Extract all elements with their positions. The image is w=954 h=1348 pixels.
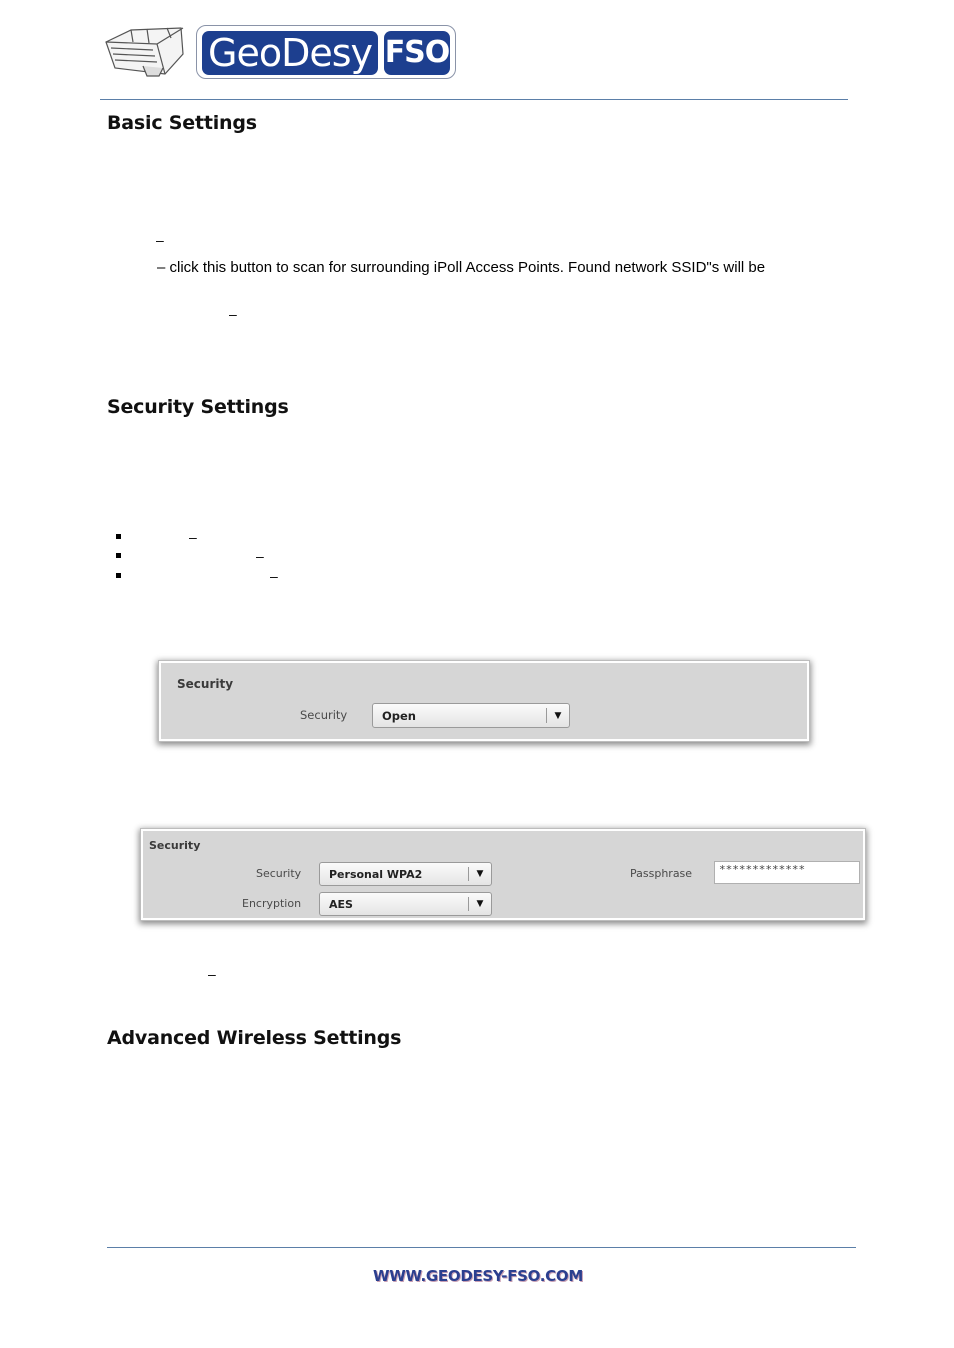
- chevron-down-icon[interactable]: ▼: [476, 899, 484, 909]
- passphrase-input[interactable]: *************: [714, 861, 860, 884]
- scan-description: – click this button to scan for surrounding iPoll Access Points. Found network SSID"s will be: [157, 259, 766, 276]
- security-label: Security: [300, 708, 348, 722]
- bullet-3: [116, 573, 121, 578]
- security-dash-1: –: [189, 529, 197, 545]
- after-panel-dash: –: [208, 966, 216, 982]
- chevron-down-icon[interactable]: ▼: [476, 869, 484, 879]
- encryption-select-value: AES: [329, 897, 353, 911]
- security-select-value: Personal WPA2: [329, 867, 423, 881]
- footer-rule: [107, 1247, 856, 1248]
- chevron-down-icon[interactable]: ▼: [554, 710, 562, 721]
- security-select-value: Open: [382, 708, 416, 723]
- basic-dash-2: –: [229, 306, 237, 322]
- security-panel-wpa2: [141, 829, 865, 920]
- security-dash-3: –: [270, 568, 278, 584]
- header-rule: [100, 99, 848, 100]
- website-link[interactable]: WWW.GEODESY-FSO.COM: [373, 1267, 583, 1285]
- basic-dash-1: –: [156, 232, 164, 248]
- encryption-label: Encryption: [242, 897, 302, 910]
- panel-title: Security: [149, 839, 201, 852]
- advanced-wireless-heading: Advanced Wireless Settings: [107, 1027, 402, 1049]
- bullet-2: [116, 553, 121, 558]
- encryption-select[interactable]: [319, 892, 492, 916]
- security-panel-open: [159, 661, 809, 741]
- fso-device-icon: [103, 24, 185, 80]
- basic-settings-heading: Basic Settings: [107, 112, 257, 134]
- security-select[interactable]: [372, 703, 570, 728]
- security-label: Security: [256, 867, 302, 880]
- security-select[interactable]: [319, 862, 492, 886]
- passphrase-label: Passphrase: [630, 867, 693, 880]
- security-dash-2: –: [256, 548, 264, 564]
- panel-title: Security: [177, 677, 234, 691]
- brand-logo: [196, 25, 456, 79]
- bullet-1: [116, 534, 121, 539]
- security-settings-heading: Security Settings: [107, 396, 289, 418]
- logo-fso: FSO: [384, 31, 450, 75]
- logo-geodesy: GeoDesy: [202, 31, 378, 75]
